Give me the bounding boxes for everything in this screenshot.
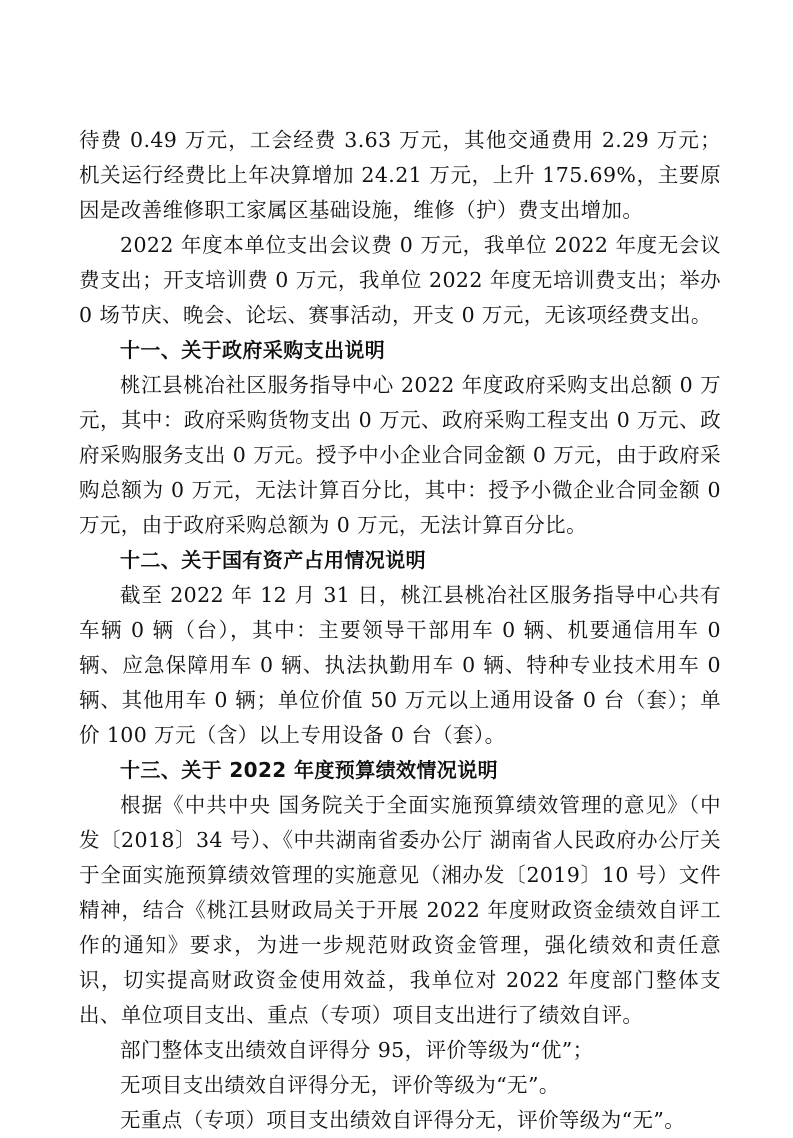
paragraph-government-procurement: 桃江县桃冶社区服务指导中心 2022 年度政府采购支出总额 0 万元，其中：政府采购货物支出 0 万元、政府采购工程支出 0 万元、政府采购服务支出 0 万元。授予中小企业合同金额 0 万元，由于政府采购总额为 0 万元，无法计算百分比，其中：授予小微企业合同金额 0 万元，由于政府采购总额为 0 万元，无法计算百分比。 [79,373,721,537]
paragraph-state-assets: 截至 2022 年 12 月 31 日，桃江县桃冶社区服务指导中心共有车辆 0 辆（台），其中：主要领导干部用车 0 辆、机要通信用车 0 辆、应急保障用车 0 辆、执法执勤用车 0 辆、特种专业技术用车 0 辆、其他用车 0 辆；单位价值 50 万元以上通用设备 0 台（套）；单价 100 万元（含）以上专用设备 0 台（套）。 [79,583,721,747]
paragraph-key-project-score: 无重点（专项）项目支出绩效自评得分无，评价等级为“无”。 [120,1108,686,1132]
paragraph-overall-score: 部门整体支出绩效自评得分 95，评价等级为“优”； [120,1038,594,1062]
paragraph-meeting-expense-continued: 待费 0.49 万元，工会经费 3.63 万元，其他交通费用 2.29 万元；机关运行经费比上年决算增加 24.21 万元，上升 175.69%，主要原因是改善维修职工家属区基础设施，维修（护）费支出增加。 [79,128,721,222]
section-heading-performance: 十三、关于 2022 年度预算绩效情况说明 [120,758,498,782]
section-heading-state-assets: 十二、关于国有资产占用情况说明 [120,548,426,572]
paragraph-performance-basis: 根据《中共中央 国务院关于全面实施预算绩效管理的意见》（中发〔2018〕34 号）、《中共湖南省委办公厅 湖南省人民政府办公厅关于全面实施预算绩效管理的实施意见（湘办发〔2019〕10 号）文件精神，结合《桃江县财政局关于开展 2022 年度财政资金绩效自评工作的通知》要求，为进一步规范财政资金管理，强化绩效和责任意识，切实提高财政资金使用效益，我单位对 2022 年度部门整体支出、单位项目支出、重点（专项）项目支出进行了绩效自评。 [79,793,721,1027]
section-heading-government-procurement: 十一、关于政府采购支出说明 [120,338,386,362]
paragraph-meeting-training-fees: 2022 年度本单位支出会议费 0 万元，我单位 2022 年度无会议费支出；开支培训费 0 万元，我单位 2022 年度无培训费支出；举办 0 场节庆、晚会、论坛、赛事活动，开支 0 万元，无该项经费支出。 [79,233,721,327]
document-page [79,123,721,1138]
paragraph-project-score: 无项目支出绩效自评得分无，评价等级为“无”。 [120,1073,560,1097]
